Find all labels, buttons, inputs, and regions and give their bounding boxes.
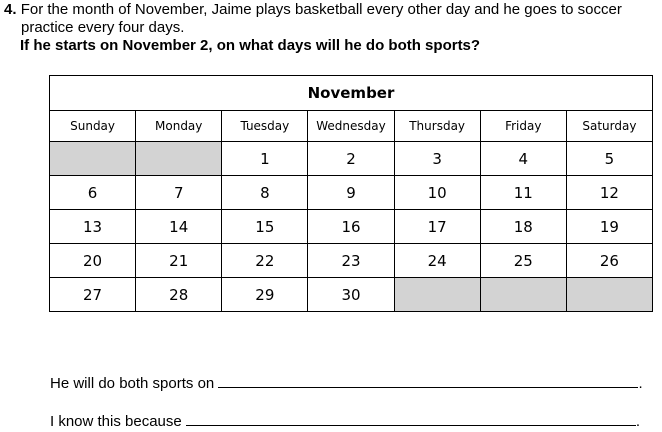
calendar-day-cell: 9 [308, 176, 394, 210]
calendar-day-cell: 16 [308, 210, 394, 244]
calendar-day-cell: 11 [480, 176, 566, 210]
calendar-week-row [50, 142, 653, 176]
day-name-tuesday: Tuesday [222, 111, 308, 142]
answer-line-reason [50, 411, 640, 431]
calendar-day-cell: 19 [566, 210, 652, 244]
calendar-month-title: November [50, 76, 653, 111]
question-number: 4. [4, 1, 17, 18]
day-name-sunday: Sunday [50, 111, 136, 142]
november-calendar [49, 75, 653, 312]
calendar-day-cell: 17 [394, 210, 480, 244]
answer-reason-blank[interactable] [186, 411, 636, 426]
answer-days-label: He will do both sports on [50, 375, 215, 392]
calendar-day-cell: 14 [136, 210, 222, 244]
calendar-day-cell: 22 [222, 244, 308, 278]
calendar-day-cell: 5 [566, 142, 652, 176]
calendar-day-cell: 21 [136, 244, 222, 278]
calendar-day-cell: 18 [480, 210, 566, 244]
calendar-day-cell: 24 [394, 244, 480, 278]
calendar-day-cell: 20 [50, 244, 136, 278]
day-name-friday: Friday [480, 111, 566, 142]
question-text-line-2: practice every four days. [21, 19, 185, 36]
day-name-saturday: Saturday [566, 111, 652, 142]
day-name-thursday: Thursday [394, 111, 480, 142]
calendar-day-cell: 28 [136, 278, 222, 312]
calendar-week-row [50, 176, 653, 210]
calendar-day-cell: 8 [222, 176, 308, 210]
day-names-row [50, 111, 653, 142]
calendar-day-cell: 1 [222, 142, 308, 176]
calendar-day-cell: 2 [308, 142, 394, 176]
calendar-day-cell: 4 [480, 142, 566, 176]
calendar-week-row [50, 210, 653, 244]
calendar-day-cell: 10 [394, 176, 480, 210]
day-name-wednesday: Wednesday [308, 111, 394, 142]
answer-days-period: . [638, 375, 643, 392]
calendar-weeks [50, 142, 653, 312]
question-block [4, 1, 660, 55]
calendar-week-row [50, 278, 653, 312]
calendar-day-cell: 15 [222, 210, 308, 244]
calendar-day-cell: 13 [50, 210, 136, 244]
question-line-1 [4, 1, 660, 19]
answer-days-blank[interactable] [218, 373, 638, 388]
calendar-day-cell: 25 [480, 244, 566, 278]
calendar-day-cell: 26 [566, 244, 652, 278]
day-name-monday: Monday [136, 111, 222, 142]
calendar-empty-cell [136, 142, 222, 176]
calendar-day-cell: 27 [50, 278, 136, 312]
calendar-day-cell: 12 [566, 176, 652, 210]
calendar-day-cell: 29 [222, 278, 308, 312]
calendar-empty-cell [566, 278, 652, 312]
calendar-empty-cell [50, 142, 136, 176]
question-text-line-1: For the month of November, Jaime plays basketball every other day and he goes to soccer [20, 1, 622, 18]
answer-reason-label: I know this because [50, 413, 182, 430]
calendar-day-cell: 3 [394, 142, 480, 176]
calendar-day-cell: 30 [308, 278, 394, 312]
calendar-day-cell: 23 [308, 244, 394, 278]
calendar-empty-cell [394, 278, 480, 312]
calendar-day-cell: 6 [50, 176, 136, 210]
answer-reason-period: . [635, 413, 641, 430]
calendar-day-cell: 7 [136, 176, 222, 210]
answer-line-days [50, 373, 643, 393]
calendar-week-row [50, 244, 653, 278]
calendar-empty-cell [480, 278, 566, 312]
question-prompt: If he starts on November 2, on what days will he do both sports? [20, 37, 481, 54]
